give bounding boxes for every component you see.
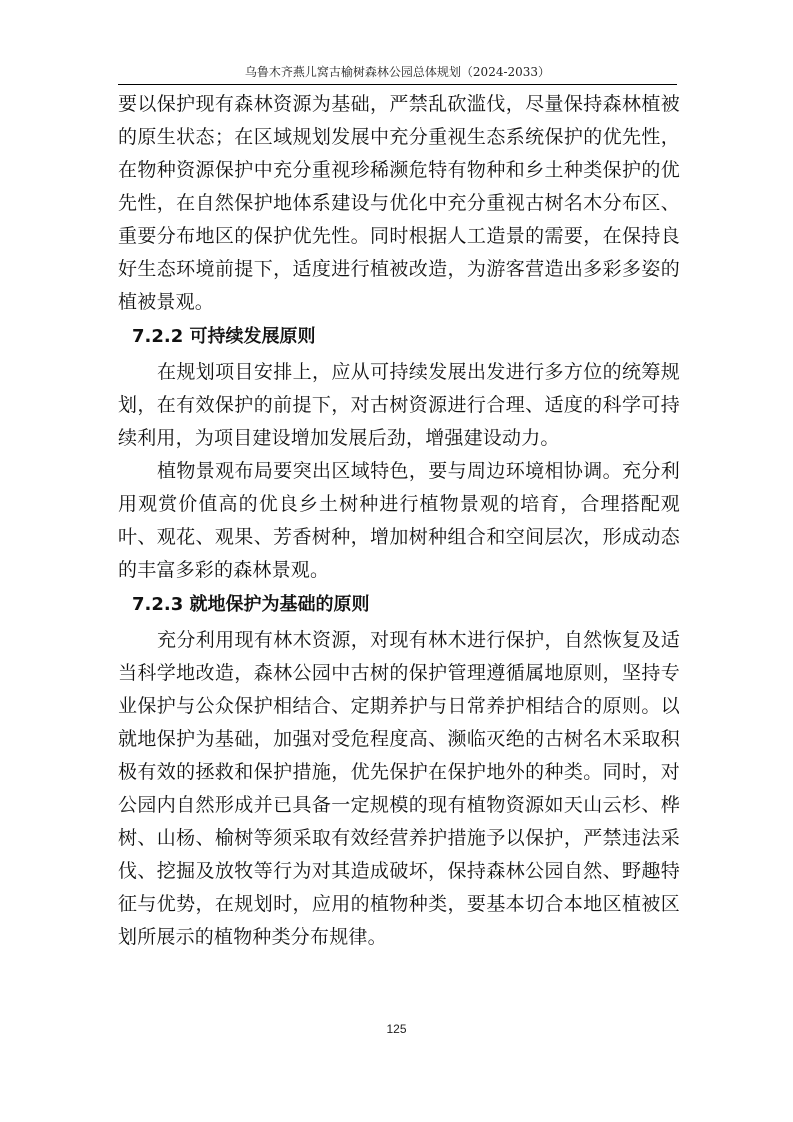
page-number: 125	[386, 1022, 407, 1036]
paragraph-in-situ-protection: 充分利用现有林木资源，对现有林木进行保护，自然恢复及适当科学地改造，森林公园中古树的保护管理遵循属地原则，坚持专业保护与公众保护相结合、定期养护与日常养护相结合的原则。以就地保护为基础，加强对受危程度高、濒临灭绝的古树名木采取积极有效的拯救和保护措施，优先保护在保护地外的种类。同时，对公园内自然形成并已具备一定规模的现有植物资源如天山云杉、桦树、山杨、榆树等须采取有效经营养护措施予以保护，严禁违法采伐、挖掘及放牧等行为对其造成破坏，保持森林公园自然、野趣特征与优势，在规划时，应用的植物种类，要基本切合本地区植被区划所展示的植物种类分布规律。	[118, 629, 680, 948]
section-heading-7-2-3: 7.2.3 就地保护为基础的原则	[132, 594, 370, 615]
paragraph-plant-landscape: 植物景观布局要突出区域特色，要与周边环境相协调。充分利用观赏价值高的优良乡土树种进行植物景观的培育，合理搭配观叶、观花、观果、芳香树种，增加树种组合和空间层次，形成动态的丰富多彩的森林景观。	[118, 460, 680, 581]
page-body	[118, 88, 680, 954]
section-heading-7-2-2: 7.2.2 可持续发展原则	[132, 326, 316, 347]
intro-paragraph: 要以保护现有森林资源为基础，严禁乱砍滥伐，尽量保持森林植被的原生状态；在区域规划发展中充分重视生态系统保护的优先性，在物种资源保护中充分重视珍稀濒危特有物种和乡土种类保护的优先性，在自然保护地体系建设与优化中充分重视古树名木分布区、重要分布地区的保护优先性。同时根据人工造景的需要，在保持良好生态环境前提下，适度进行植被改造，为游客营造出多彩多姿的植被景观。	[118, 93, 680, 313]
paragraph-sustainable-planning: 在规划项目安排上，应从可持续发展出发进行多方位的统筹规划，在有效保护的前提下，对古树资源进行合理、适度的科学可持续利用，为项目建设增加发展后劲，增强建设动力。	[118, 361, 680, 449]
running-header: 乌鲁木齐燕儿窝古榆树森林公园总体规划（2024-2033）	[118, 62, 677, 85]
